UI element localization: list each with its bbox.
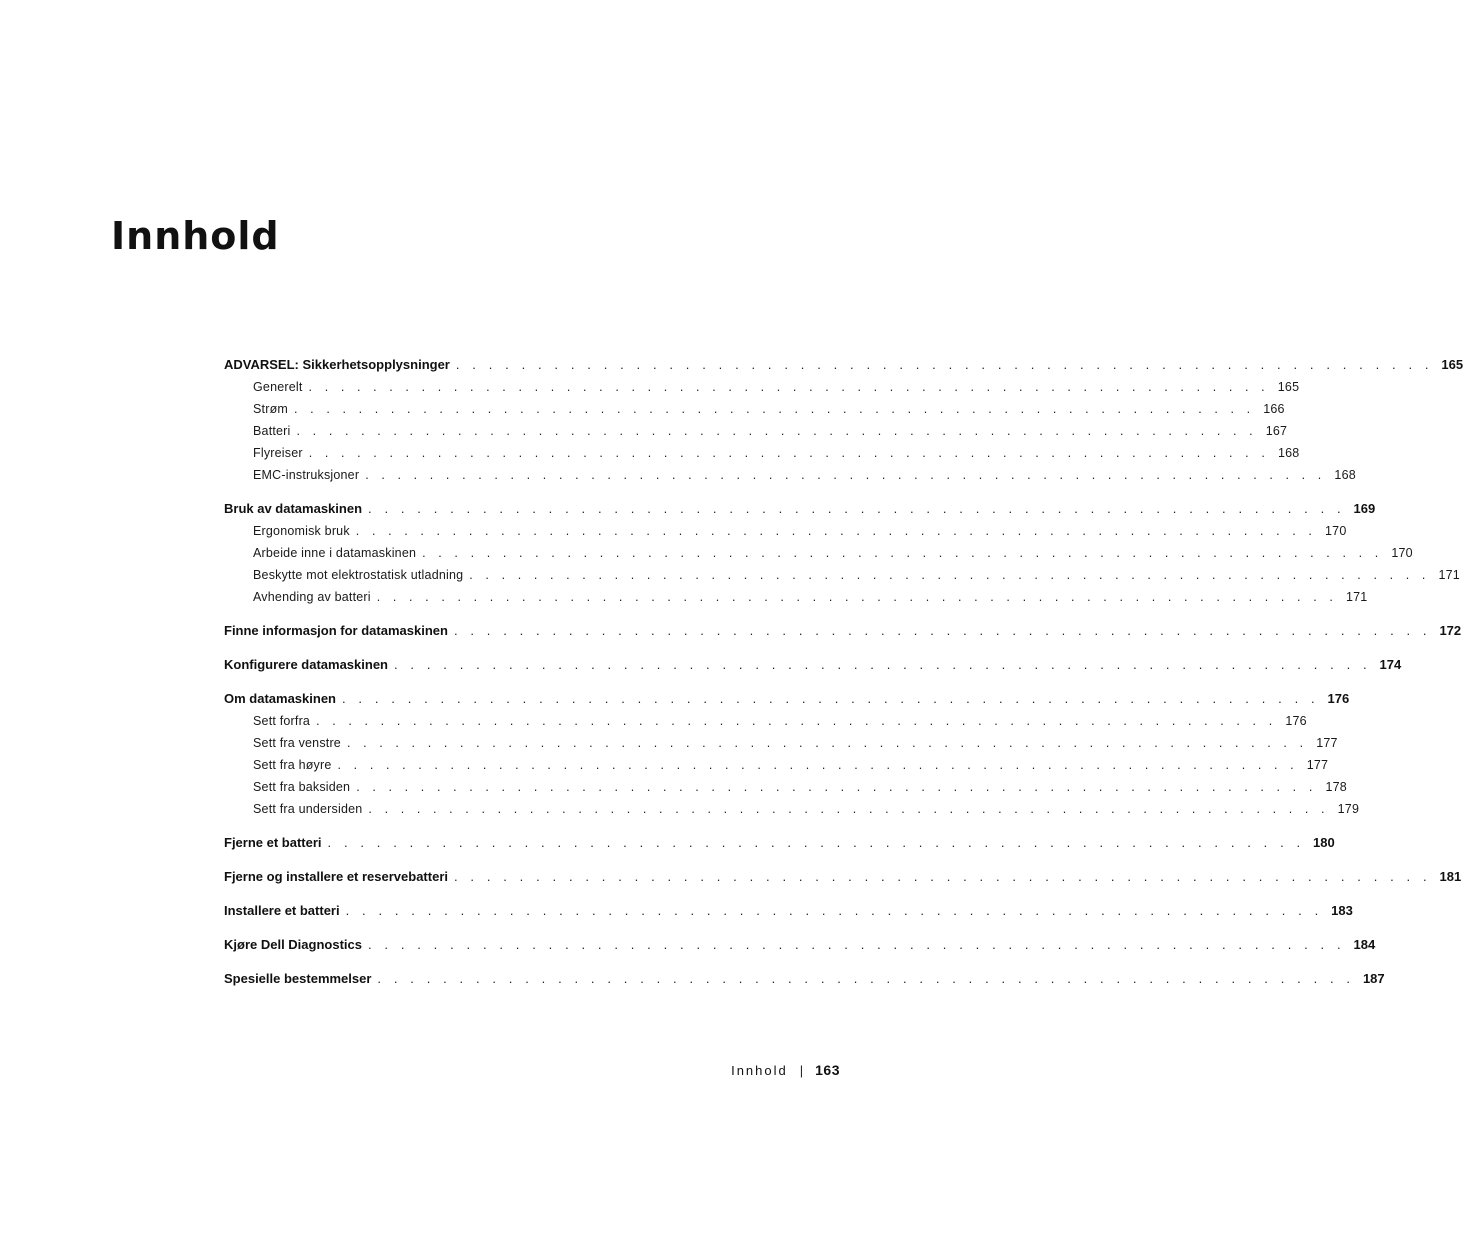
dot-leader: . . . . . . . . . . . . . . . . . . . . . . . . . . . . . . . . . . . . . . . . . . . . . . . . . . . . . . . . . . . . <box>376 590 1338 604</box>
toc-entry-title: Spesielle bestemmelser <box>224 971 372 986</box>
dot-leader: . . . . . . . . . . . . . . . . . . . . . . . . . . . . . . . . . . . . . . . . . . . . . . . . . . . . . . . . . . . . <box>308 380 1270 394</box>
toc-entry[interactable] <box>224 497 1376 520</box>
toc-entry-title: Finne informasjon for datamaskinen <box>224 623 448 638</box>
toc-subentry[interactable] <box>224 442 1300 464</box>
toc-entry-title: Sett forfra <box>253 714 311 728</box>
toc-subentry[interactable] <box>224 420 1288 442</box>
toc-entry-title: Batteri <box>253 424 291 438</box>
dot-leader: . . . . . . . . . . . . . . . . . . . . . . . . . . . . . . . . . . . . . . . . . . . . . . . . . . . . . . . . . . . . <box>368 501 1346 516</box>
dot-leader: . . . . . . . . . . . . . . . . . . . . . . . . . . . . . . . . . . . . . . . . . . . . . . . . . . . . . . . . . . . . <box>422 546 1383 560</box>
toc-page-number: 169 <box>1353 501 1376 516</box>
toc-entry-title: Bruk av datamaskinen <box>224 501 363 516</box>
toc-page-number: 171 <box>1345 590 1368 604</box>
toc-page-number: 179 <box>1337 802 1360 816</box>
table-of-contents <box>224 353 1463 990</box>
toc-page-number: 166 <box>1263 402 1285 416</box>
toc-entry-title: Sett fra baksiden <box>253 780 351 794</box>
toc-entry[interactable] <box>224 619 1462 642</box>
toc-entry-title: Sett fra venstre <box>253 736 341 750</box>
dot-leader: . . . . . . . . . . . . . . . . . . . . . . . . . . . . . . . . . . . . . . . . . . . . . . . . . . . . . . . . . . . . <box>455 357 1434 372</box>
toc-page-number: 165 <box>1277 380 1300 394</box>
toc-entry[interactable] <box>224 933 1376 956</box>
toc-subentry[interactable] <box>224 776 1347 798</box>
dot-leader: . . . . . . . . . . . . . . . . . . . . . . . . . . . . . . . . . . . . . . . . . . . . . . . . . . . . . . . . . . . . <box>337 758 1299 772</box>
toc-entry[interactable] <box>224 899 1353 922</box>
toc-entry-title: Generelt <box>253 380 303 394</box>
toc-page-number: 176 <box>1327 691 1350 706</box>
dot-leader: . . . . . . . . . . . . . . . . . . . . . . . . . . . . . . . . . . . . . . . . . . . . . . . . . . . . . . . . . . . . <box>346 736 1308 750</box>
toc-page-number: 172 <box>1439 623 1462 638</box>
page-footer <box>731 1061 840 1080</box>
toc-page-number: 181 <box>1439 869 1462 884</box>
toc-subentry[interactable] <box>224 520 1347 542</box>
toc-page-number: 165 <box>1441 357 1463 372</box>
toc-entry[interactable] <box>224 353 1463 376</box>
footer-page-number: 163 <box>815 1062 840 1078</box>
toc-page-number: 168 <box>1277 446 1300 460</box>
dot-leader: . . . . . . . . . . . . . . . . . . . . . . . . . . . . . . . . . . . . . . . . . . . . . . . . . . . . . . . . . . . . <box>368 802 1330 816</box>
toc-page-number: 174 <box>1379 657 1402 672</box>
toc-entry-title: Sett fra høyre <box>253 758 332 772</box>
toc-page-number: 176 <box>1285 714 1307 728</box>
toc-page-number: 183 <box>1331 903 1353 918</box>
toc-subentry[interactable] <box>224 732 1338 754</box>
toc-page-number: 167 <box>1265 424 1288 438</box>
toc-page-number: 178 <box>1325 780 1347 794</box>
toc-entry-title: Om datamaskinen <box>224 691 336 706</box>
toc-entry-title: Fjerne og installere et reservebatteri <box>224 869 448 884</box>
dot-leader: . . . . . . . . . . . . . . . . . . . . . . . . . . . . . . . . . . . . . . . . . . . . . . . . . . . . . . . . . . . . <box>327 835 1305 850</box>
toc-page-number: 170 <box>1325 524 1347 538</box>
toc-subentry[interactable] <box>224 798 1360 820</box>
dot-leader: . . . . . . . . . . . . . . . . . . . . . . . . . . . . . . . . . . . . . . . . . . . . . . . . . . . . . . . . . . . . <box>377 971 1355 986</box>
toc-entry-title: Sett fra undersiden <box>253 802 363 816</box>
toc-page-number: 171 <box>1438 568 1460 582</box>
dot-leader: . . . . . . . . . . . . . . . . . . . . . . . . . . . . . . . . . . . . . . . . . . . . . . . . . . . . . . . . . . . . <box>342 691 1320 706</box>
toc-entry-title: Flyreiser <box>253 446 303 460</box>
toc-entry[interactable] <box>224 865 1462 888</box>
toc-entry[interactable] <box>224 653 1402 676</box>
dot-leader: . . . . . . . . . . . . . . . . . . . . . . . . . . . . . . . . . . . . . . . . . . . . . . . . . . . . . . . . . . . . <box>365 468 1326 482</box>
dot-leader: . . . . . . . . . . . . . . . . . . . . . . . . . . . . . . . . . . . . . . . . . . . . . . . . . . . . . . . . . . . . <box>345 903 1323 918</box>
footer-separator: | <box>799 1063 804 1078</box>
dot-leader: . . . . . . . . . . . . . . . . . . . . . . . . . . . . . . . . . . . . . . . . . . . . . . . . . . . . . . . . . . . . <box>294 402 1255 416</box>
dot-leader: . . . . . . . . . . . . . . . . . . . . . . . . . . . . . . . . . . . . . . . . . . . . . . . . . . . . . . . . . . . . <box>296 424 1258 438</box>
dot-leader: . . . . . . . . . . . . . . . . . . . . . . . . . . . . . . . . . . . . . . . . . . . . . . . . . . . . . . . . . . . . <box>453 623 1432 638</box>
toc-entry-title: Ergonomisk bruk <box>253 524 350 538</box>
dot-leader: . . . . . . . . . . . . . . . . . . . . . . . . . . . . . . . . . . . . . . . . . . . . . . . . . . . . . . . . . . . . <box>308 446 1270 460</box>
toc-page-number: 177 <box>1316 736 1338 750</box>
toc-subentry[interactable] <box>224 376 1300 398</box>
toc-entry-title: Arbeide inne i datamaskinen <box>253 546 417 560</box>
toc-entry-title: Installere et batteri <box>224 903 340 918</box>
toc-subentry[interactable] <box>224 542 1413 564</box>
dot-leader: . . . . . . . . . . . . . . . . . . . . . . . . . . . . . . . . . . . . . . . . . . . . . . . . . . . . . . . . . . . . <box>453 869 1432 884</box>
toc-subentry[interactable] <box>224 398 1285 420</box>
toc-entry-title: Strøm <box>253 402 289 416</box>
toc-entry[interactable] <box>224 967 1385 990</box>
toc-entry-title: ADVARSEL: Sikkerhetsopplysninger <box>224 357 450 372</box>
dot-leader: . . . . . . . . . . . . . . . . . . . . . . . . . . . . . . . . . . . . . . . . . . . . . . . . . . . . . . . . . . . . <box>356 780 1317 794</box>
dot-leader: . . . . . . . . . . . . . . . . . . . . . . . . . . . . . . . . . . . . . . . . . . . . . . . . . . . . . . . . . . . . <box>394 657 1372 672</box>
toc-subentry[interactable] <box>224 586 1368 608</box>
toc-page-number: 168 <box>1334 468 1356 482</box>
toc-subentry[interactable] <box>224 754 1329 776</box>
toc-entry-title: Fjerne et batteri <box>224 835 322 850</box>
toc-subentry[interactable] <box>224 564 1460 586</box>
dot-leader: . . . . . . . . . . . . . . . . . . . . . . . . . . . . . . . . . . . . . . . . . . . . . . . . . . . . . . . . . . . . <box>355 524 1317 538</box>
toc-page-number: 180 <box>1313 835 1335 850</box>
toc-entry-title: Kjøre Dell Diagnostics <box>224 937 362 952</box>
dot-leader: . . . . . . . . . . . . . . . . . . . . . . . . . . . . . . . . . . . . . . . . . . . . . . . . . . . . . . . . . . . . <box>316 714 1277 728</box>
toc-entry-title: Beskytte mot elektrostatisk utladning <box>253 568 464 582</box>
toc-page-number: 177 <box>1306 758 1329 772</box>
toc-entry-title: Avhending av batteri <box>253 590 371 604</box>
toc-entry[interactable] <box>224 687 1350 710</box>
toc-subentry[interactable] <box>224 464 1356 486</box>
footer-section-label: Innhold <box>731 1063 788 1078</box>
toc-entry-title: EMC-instruksjoner <box>253 468 360 482</box>
toc-subentry[interactable] <box>224 710 1307 732</box>
toc-page-number: 187 <box>1362 971 1385 986</box>
dot-leader: . . . . . . . . . . . . . . . . . . . . . . . . . . . . . . . . . . . . . . . . . . . . . . . . . . . . . . . . . . . . <box>367 937 1346 952</box>
dot-leader: . . . . . . . . . . . . . . . . . . . . . . . . . . . . . . . . . . . . . . . . . . . . . . . . . . . . . . . . . . . . <box>469 568 1430 582</box>
toc-page-number: 184 <box>1353 937 1376 952</box>
toc-page-number: 170 <box>1391 546 1413 560</box>
toc-entry-title: Konfigurere datamaskinen <box>224 657 388 672</box>
page-title: Innhold <box>111 214 280 258</box>
toc-entry[interactable] <box>224 831 1335 854</box>
